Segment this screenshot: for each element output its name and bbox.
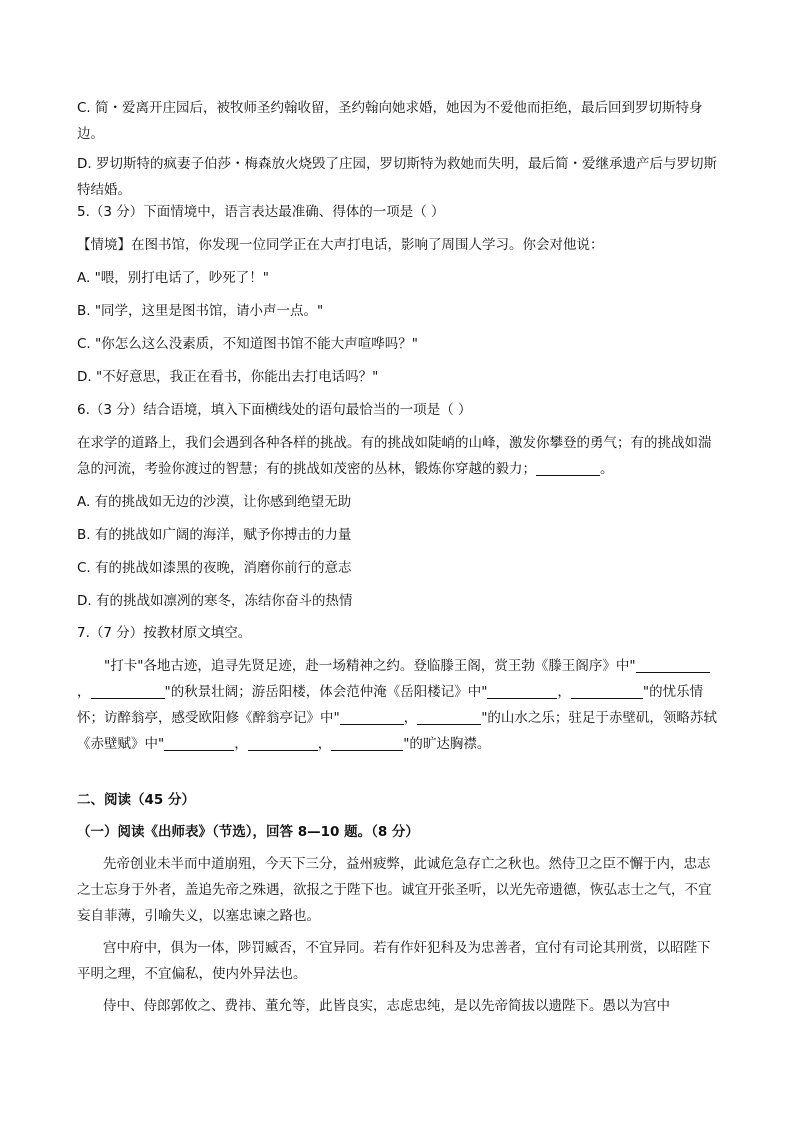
- classical-paragraph-1: 先帝创业未半而中道崩殂，今天下三分，益州疲弊，此诚危急存亡之秋也。然侍卫之臣不懈于内，忠志之士忘身于外者，盖追先帝之殊遇，欲报之于陛下也。诚宜开张圣听，以光先帝遗德，恢弘志士之气，不宜妄自菲薄，引喻失义，以塞忠谏之路也。: [77, 856, 712, 924]
- q4-option-d: D. 罗切斯特的疯妻子伯莎・梅森放火烧毁了庄园，罗切斯特为救她而失明，最后简・爱继承遗产后与罗切斯特结婚。: [77, 156, 717, 198]
- q4-option-c: C. 简・爱离开庄园后，被牧师圣约翰收留，圣约翰向她求婚，她因为不爱他而拒绝，最后回到罗切斯特身边。: [77, 100, 703, 142]
- q7-blank-2[interactable]: [91, 682, 165, 699]
- question-7: [77, 620, 722, 757]
- q7-blank-7[interactable]: [164, 734, 234, 751]
- question-5: [77, 199, 722, 390]
- q7-blank-3[interactable]: [487, 682, 557, 699]
- q7-blank-1[interactable]: [636, 656, 710, 673]
- q4-options: [77, 95, 722, 203]
- q7-blank-5[interactable]: [340, 708, 404, 725]
- q5-option-b: B. "同学，这里是图书馆，请小声一点。": [77, 303, 324, 319]
- q5-stem: 5.（3 分）下面情境中，语言表达最准确、得体的一项是（ ）: [77, 204, 445, 220]
- classical-paragraph-3: 侍中、侍郎郭攸之、费祎、董允等，此皆良实，志虑忠纯，是以先帝简拔以遗陛下。愚以为宫中: [103, 998, 670, 1014]
- q6-stem: 6.（3 分）结合语境，填入下面横线处的语句最恰当的一项是（ ）: [77, 402, 472, 418]
- subsection-title: （一）阅读《出师表》（节选），回答 8—10 题。（8 分）: [77, 824, 419, 840]
- section-reading: [77, 787, 722, 1019]
- question-6: [77, 397, 722, 614]
- q7-blank-6[interactable]: [417, 708, 481, 725]
- q6-passage-text: 在求学的道路上，我们会遇到各种各样的挑战。有的挑战如陡峭的山峰，激发你攀登的勇气；有的挑战如湍急的河流，考验你渡过的智慧；有的挑战如茂密的丛林，锻炼你穿越的毅力；: [77, 435, 712, 477]
- q7-blank-8[interactable]: [248, 734, 318, 751]
- q7-passage: "打卡"各地古迹，追寻先贤足迹，赴一场精神之约。登临滕王阁，赏王勃《滕王阁序》中"， "的秋景壮阔；游岳阳楼，体会范仲淹《岳阳楼记》中" ， "的忧乐情怀；访醉翁亭，感受欧阳修《醉翁亭记》中" ， "的山水之乐；驻足于赤壁矶，领略苏轼《赤壁赋》中" ， ， "的旷达胸襟。: [77, 658, 717, 752]
- q5-context: 【情境】在图书馆，你发现一位同学正在大声打电话，影响了周围人学习。你会对他说：: [77, 237, 604, 253]
- q6-option-c: C. 有的挑战如漆黑的夜晚，消磨你前行的意志: [77, 560, 352, 576]
- q7-blank-9[interactable]: [331, 734, 403, 751]
- section-title: 二、阅读（45 分）: [77, 792, 195, 808]
- q5-option-c: C. "你怎么这么没素质，不知道图书馆不能大声喧哗吗？": [77, 336, 418, 352]
- q6-blank[interactable]: [536, 459, 600, 476]
- classical-paragraph-2: 宫中府中，俱为一体，陟罚臧否，不宜异同。若有作奸犯科及为忠善者，宜付有司论其刑赏，以昭陛下平明之理，不宜偏私，使内外异法也。: [77, 940, 711, 982]
- q6-option-a: A. 有的挑战如无边的沙漠，让你感到绝望无助: [77, 494, 352, 510]
- q6-passage: 在求学的道路上，我们会遇到各种各样的挑战。有的挑战如陡峭的山峰，激发你攀登的勇气；有的挑战如湍急的河流，考验你渡过的智慧；有的挑战如茂密的丛林，锻炼你穿越的毅力； 。: [77, 435, 712, 477]
- q5-option-d: D. "不好意思，我正在看书，你能出去打电话吗？": [77, 369, 379, 385]
- q5-option-a: A. "喂，别打电话了，吵死了！": [77, 270, 269, 286]
- q6-option-b: B. 有的挑战如广阔的海洋，赋予你搏击的力量: [77, 527, 352, 543]
- q6-option-d: D. 有的挑战如凛冽的寒冬，冻结你奋斗的热情: [77, 593, 353, 609]
- q7-blank-4[interactable]: [571, 682, 643, 699]
- q7-stem: 7.（7 分）按教材原文填空。: [77, 625, 252, 641]
